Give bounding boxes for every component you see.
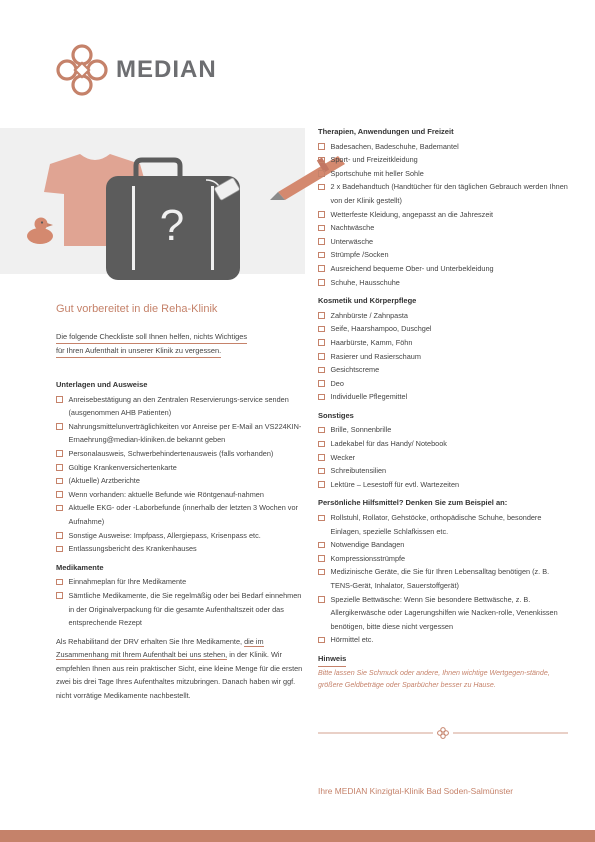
checklist-item-label: Anreisebestätigung an den Zentralen Reservierungs-service senden (ausgenommen AHB Patienten) — [68, 394, 289, 418]
left-column — [56, 378, 306, 703]
checkbox-icon[interactable] — [318, 394, 325, 401]
checklist-item-label: 2 x Badehandtuch (Handtücher für den täglichen Gebrauch werden Ihnen von der Klinik gestellt) — [330, 182, 568, 205]
checkbox-icon[interactable] — [318, 353, 325, 360]
checkbox-icon[interactable] — [56, 579, 63, 586]
checkbox-icon[interactable] — [318, 515, 325, 522]
checkbox-icon[interactable] — [318, 339, 325, 346]
checklist-item-label: Schuhe, Hausschuhe — [330, 277, 400, 287]
section-heading: Therapien, Anwendungen und Freizeit — [318, 127, 454, 136]
checkbox-icon[interactable] — [318, 143, 325, 150]
checklist-item-label: Wenn vorhanden: aktuelle Befunde wie Röntgenauf-nahmen — [68, 489, 264, 499]
checklist-item-label: Badesachen, Badeschuhe, Bademantel — [330, 141, 459, 151]
checklist-item — [56, 420, 306, 447]
checklist-item — [318, 167, 568, 181]
logo-wordmark: MEDIAN — [116, 56, 217, 83]
checkbox-icon[interactable] — [318, 211, 325, 218]
section-heading: Medikamente — [56, 562, 104, 572]
checklist-item-label: Hörmittel etc. — [330, 635, 374, 645]
checklist-item — [318, 208, 568, 222]
checklist-item-label: Wecker — [330, 452, 356, 462]
checklist-item-label: Notwendige Bandagen — [330, 540, 405, 550]
checklist-item-label: Aktuelle EKG- oder -Laborbefunde (innerhalb der letzten 3 Wochen vor Aufnahme) — [68, 503, 298, 526]
underlined-text: die im Zusammenhang mit Ihrem Aufenthalt bei uns stehen, — [56, 636, 264, 660]
checklist-item — [318, 633, 568, 647]
checklist-item — [318, 276, 568, 290]
checklist-item-label: Sämtliche Medikamente, die Sie regelmäßig oder bei Bedarf einnehmen in der Originalverpackung für die gesamte Aufenthaltszeit oder das entsprechende Rezept — [68, 590, 302, 628]
checklist-item-label: Wetterfeste Kleidung, angepasst an die Jahreszeit — [330, 209, 494, 219]
checklist-item — [56, 488, 306, 502]
checklist-item — [56, 461, 306, 475]
checklist-item — [56, 589, 306, 630]
checklist-item — [318, 248, 568, 262]
hinweis-heading: Hinweis — [318, 652, 346, 667]
checklist-item — [318, 262, 568, 276]
checklist-item — [318, 221, 568, 235]
checklist-item-label: Nahrungsmittelunverträglichkeiten vor Anreise per E-Mail an VS224KIN-Ernaehrung@median-kliniken.de bekannt geben — [68, 421, 302, 445]
checklist-item — [318, 451, 568, 465]
checkbox-icon[interactable] — [318, 367, 325, 374]
checklist-item — [56, 447, 306, 461]
checklist-item-label: Personalausweis, Schwerbehindertenausweis (falls vorhanden) — [68, 448, 274, 458]
checkbox-icon[interactable] — [318, 596, 325, 603]
checklist-item-label: Rollstuhl, Rollator, Gehstöcke, orthopädische Schuhe, besondere Einlagen, spezielle Schlafkissen etc. — [330, 513, 542, 536]
checklist-item — [318, 350, 568, 364]
checkbox-icon[interactable] — [318, 252, 325, 259]
checkbox-icon[interactable] — [318, 326, 325, 333]
checklist — [318, 140, 568, 290]
checklist-item-label: Kompressionsstrümpfe — [330, 553, 406, 563]
suitcase-icon — [106, 160, 240, 280]
checkbox-icon[interactable] — [318, 225, 325, 232]
checklist — [318, 511, 568, 647]
hinweis-text: Bitte lassen Sie Schmuck oder andere, Ihnen wichtige Wertgegen-stände, größere Geldbeträge oder Sparbücher besser zu Hause. — [318, 668, 550, 690]
checklist-item-label: Schreibutensilien — [330, 466, 387, 476]
checklist-item-label: Gesichtscreme — [330, 365, 380, 375]
checklist-item — [318, 153, 568, 167]
rubber-duck-icon — [27, 218, 53, 245]
checkbox-icon[interactable] — [318, 555, 325, 562]
checklist-item — [318, 478, 568, 492]
checkbox-icon[interactable] — [56, 546, 63, 553]
checkbox-icon[interactable] — [56, 532, 63, 539]
checklist-item — [318, 423, 568, 437]
checklist-item — [318, 565, 568, 592]
checklist-item-label: Sportschuhe mit heller Sohle — [330, 168, 424, 178]
intro-text — [56, 330, 296, 358]
checklist-item — [56, 474, 306, 488]
checklist-item — [318, 538, 568, 552]
checkbox-icon[interactable] — [318, 279, 325, 286]
divider-ornament — [318, 727, 568, 739]
checklist-item — [56, 575, 306, 589]
checkbox-icon[interactable] — [318, 265, 325, 272]
checkbox-icon[interactable] — [318, 157, 325, 164]
hero-illustration — [20, 128, 350, 288]
checkbox-icon[interactable] — [318, 170, 325, 177]
checkbox-icon[interactable] — [318, 569, 325, 576]
checklist-item — [318, 140, 568, 154]
checklist-item — [318, 309, 568, 323]
page-title: Gut vorbereitet in die Reha-Klinik — [56, 303, 218, 315]
svg-text:?: ? — [159, 201, 185, 250]
checkbox-icon[interactable] — [318, 184, 325, 191]
checklist-item-label: Lektüre – Lesestoff für evtl. Wartezeiten — [330, 479, 460, 489]
checklist-item-label: Strümpfe /Socken — [330, 250, 389, 260]
checklist — [318, 423, 568, 491]
checklist-item — [56, 542, 306, 556]
checklist-item-label: Rasierer und Rasierschaum — [330, 351, 421, 361]
checkbox-icon[interactable] — [56, 423, 63, 430]
checkbox-icon[interactable] — [318, 238, 325, 245]
checklist-item-label: Ausreichend bequeme Ober- und Unterbekleidung — [330, 263, 494, 273]
checkbox-icon[interactable] — [318, 542, 325, 549]
checklist-item-label: Ladekabel für das Handy/ Notebook — [330, 439, 447, 449]
checklist-item-label: Zahnbürste / Zahnpasta — [330, 310, 408, 320]
checklist-item-label: Seife, Haarshampoo, Duschgel — [330, 324, 432, 334]
checklist-item — [56, 501, 306, 528]
section-heading: Sonstiges — [318, 410, 354, 420]
checklist-item-label: Sport- und Freizeitkleidung — [330, 155, 418, 165]
checkbox-icon[interactable] — [318, 637, 325, 644]
checklist-item-label: Spezielle Bettwäsche: Wenn Sie besondere Bettwäsche, z. B. Allergikerwäsche oder Lagerungshilfen wie Nacken-rolle, Venenkissen benötigen, bitte diese nicht vergessen — [330, 594, 558, 631]
checklist-item-label: (Aktuelle) Arztberichte — [68, 476, 140, 486]
checkbox-icon[interactable] — [318, 441, 325, 448]
checklist-item-label: Nachtwäsche — [330, 223, 375, 233]
checkbox-icon[interactable] — [56, 592, 63, 599]
checklist-item — [56, 393, 306, 420]
section-heading: Persönliche Hilfsmittel? Denken Sie zum Beispiel an: — [318, 498, 508, 508]
checkbox-icon[interactable] — [318, 380, 325, 387]
footer-clinic-name: Ihre MEDIAN Kinzigtal-Klinik Bad Soden-Salmünster — [318, 786, 514, 796]
checklist-item — [318, 336, 568, 350]
checklist-item-label: Einnahmeplan für Ihre Medikamente — [68, 577, 187, 587]
section-heading: Unterlagen und Ausweise — [56, 380, 148, 389]
checklist-item — [318, 390, 568, 404]
right-column — [318, 125, 568, 692]
median-flower-icon — [54, 42, 110, 98]
checkbox-icon[interactable] — [56, 491, 63, 498]
bottom-accent-bar — [0, 830, 595, 842]
checklist-item — [318, 322, 568, 336]
checkbox-icon[interactable] — [56, 478, 63, 485]
checklist-item — [318, 235, 568, 249]
checklist — [56, 575, 306, 629]
checkbox-icon[interactable] — [318, 427, 325, 434]
checklist-item-label: Unterwäsche — [330, 236, 374, 246]
checklist-item-label: Sonstige Ausweise: Impfpass, Allergiepass, Krisenpass etc. — [68, 530, 261, 540]
checklist-item-label: Haarbürste, Kamm, Föhn — [330, 337, 413, 347]
checklist-item — [318, 552, 568, 566]
checklist — [318, 309, 568, 404]
checklist-item-label: Entlassungsbericht des Krankenhauses — [68, 544, 197, 554]
intro-line-2: für Ihren Aufenthalt in unserer Klinik zu vergessen. — [56, 344, 221, 358]
median-logo — [54, 40, 217, 100]
checkbox-icon[interactable] — [318, 454, 325, 461]
intro-line-1: Die folgende Checkliste soll Ihnen helfen, nichts Wichtiges — [56, 330, 247, 344]
checkbox-icon[interactable] — [318, 312, 325, 319]
checklist-item — [318, 180, 568, 207]
checkbox-icon[interactable] — [318, 481, 325, 488]
checklist-item — [318, 593, 568, 634]
checklist-item — [318, 511, 568, 538]
checkbox-icon[interactable] — [56, 505, 63, 512]
checklist-item — [318, 377, 568, 391]
medication-paragraph: Als Rehabilitand der DRV erhalten Sie Ihre Medikamente, die im Zusammenhang mit Ihrem Aufenthalt bei uns stehen, in der Klinik. Wir empfehlen Ihnen aus rein praktischer Sicht, eine kleine Menge für die ersten zwei bis drei Tage Ihres Aufenthaltes mitzubringen. Danach haben wir ggf. nicht vorrätige Medikamente nachbestellt. — [56, 636, 303, 701]
section-heading: Kosmetik und Körperpflege — [318, 296, 417, 306]
checklist-item-label: Gültige Krankenversichertenkarte — [68, 462, 177, 472]
checklist-item — [56, 529, 306, 543]
checklist-item-label: Deo — [330, 378, 344, 388]
checkbox-icon[interactable] — [56, 450, 63, 457]
checklist-item — [318, 363, 568, 377]
checkbox-icon[interactable] — [318, 468, 325, 475]
checkbox-icon[interactable] — [56, 396, 63, 403]
checklist-item — [318, 437, 568, 451]
checklist — [56, 393, 306, 556]
checklist-item — [318, 464, 568, 478]
checkbox-icon[interactable] — [56, 464, 63, 471]
checklist-item-label: Brille, Sonnenbrille — [330, 425, 392, 435]
checklist-item-label: Individuelle Pflegemittel — [330, 392, 408, 402]
checklist-item-label: Medizinische Geräte, die Sie für Ihren Lebensalltag benötigen (z. B. TENS-Gerät, Inhalator, Sauerstoffgerät) — [330, 567, 550, 590]
